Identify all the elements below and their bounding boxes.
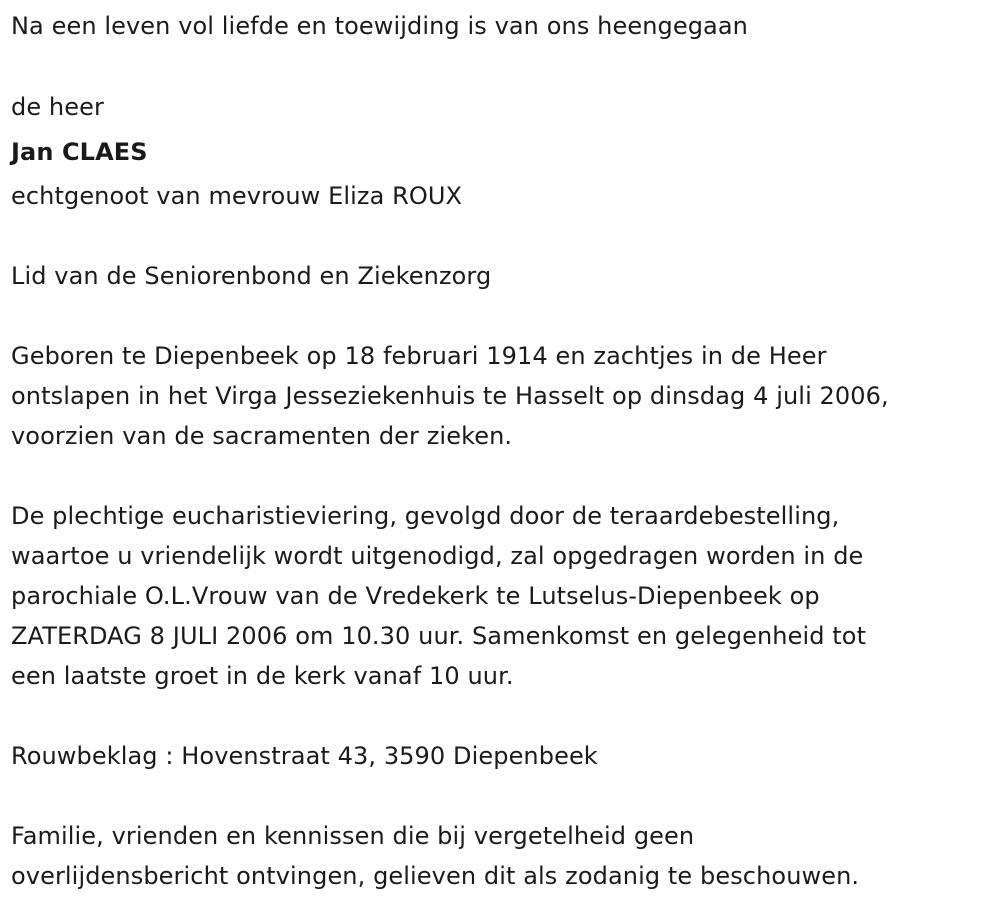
ceremony-line: ZATERDAG 8 JULI 2006 om 10.30 uur. Samenkomst en gelegenheid tot (11, 622, 867, 650)
spacer (11, 696, 991, 736)
birth-death-line: voorzien van de sacramenten der zieken. (11, 422, 513, 450)
spouse-line: echtgenoot van mevrouw Eliza ROUX (11, 182, 463, 210)
closing-line: Familie, vrienden en kennissen die bij vergetelheid geen (11, 822, 695, 850)
spacer (11, 216, 991, 256)
birth-death-line: Geboren te Diepenbeek op 18 februari 1914 en zachtjes in de Heer (11, 342, 827, 370)
spacer (11, 456, 991, 496)
deceased-name: Jan CLAES (11, 138, 148, 166)
ceremony-line: waartoe u vriendelijk wordt uitgenodigd, zal opgedragen worden in de (11, 542, 864, 570)
spacer (11, 296, 991, 336)
ceremony-line: De plechtige eucharistieviering, gevolgd door de teraardebestelling, (11, 502, 840, 530)
honorific: de heer (11, 93, 104, 121)
obituary-document (11, 6, 991, 896)
closing-line: overlijdensbericht ontvingen, gelieven dit als zodanig te beschouwen. (11, 862, 860, 890)
ceremony-line: een laatste groet in de kerk vanaf 10 uur. (11, 662, 514, 690)
condolences-address: Rouwbeklag : Hovenstraat 43, 3590 Diepenbeek (11, 742, 598, 770)
ceremony-line: parochiale O.L.Vrouw van de Vredekerk te Lutselus-Diepenbeek op (11, 582, 820, 610)
membership-line: Lid van de Seniorenbond en Ziekenzorg (11, 262, 492, 290)
spacer (11, 776, 991, 816)
birth-death-line: ontslapen in het Virga Jesseziekenhuis te Hasselt op dinsdag 4 juli 2006, (11, 382, 889, 410)
spacer (11, 46, 991, 86)
intro-line: Na een leven vol liefde en toewijding is van ons heengegaan (11, 12, 748, 40)
